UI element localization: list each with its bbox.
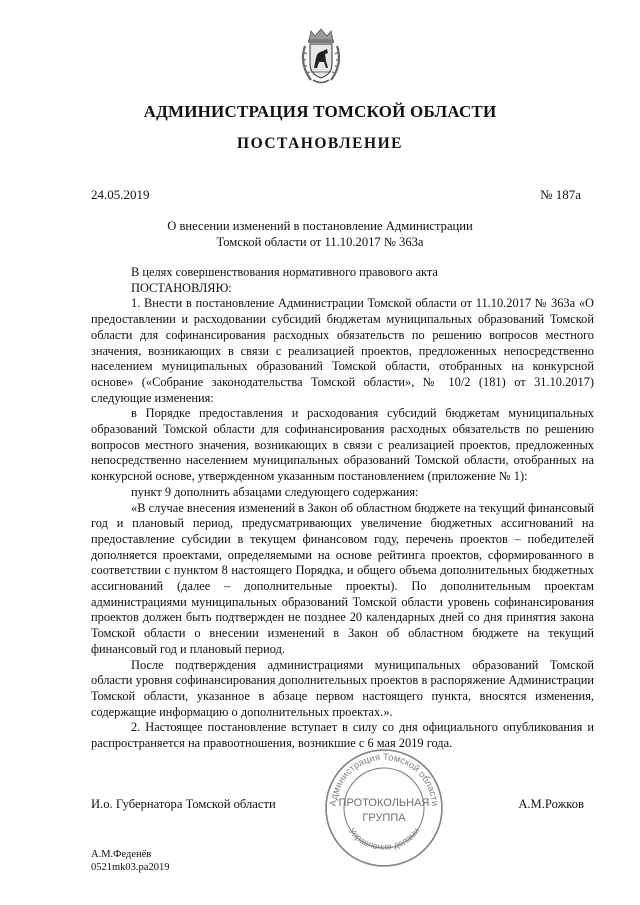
body-paragraph: После подтверждения администрациями муниципальных образований Томской области уровня софинансирования дополнительных проектов в распоряжение Администрации Томской области, указанное в абзаце первом настоящего пункта, вносятся изменения, содержащие информацию о дополнительных проектах.». — [91, 657, 594, 719]
protocol-group-stamp — [322, 746, 446, 870]
preamble: В целях совершенствования нормативного правового акта — [131, 265, 438, 279]
stamp-center-line: ПРОТОКОЛЬНАЯ — [338, 797, 430, 809]
stamp-bottom-text: Управление делами — [346, 825, 422, 852]
svg-text:Управление делами — [347, 826, 422, 852]
organization-title: АДМИНИСТРАЦИЯ ТОМСКОЙ ОБЛАСТИ — [143, 102, 497, 121]
signatory-role: И.о. Губернатора Томской области — [91, 797, 276, 811]
document-type: ПОСТАНОВЛЕНИЕ — [237, 135, 403, 152]
file-code: 0521mk03.pa2019 — [91, 862, 170, 873]
stamp-outer-text: Администрация Томской области — [327, 751, 441, 807]
body-paragraph: «В случае внесения изменений в Закон об областном бюджете на текущий финансовый год и плановый период, предусматривающих увеличение бюджетных ассигнований на предоставление субсидии в текущем финансовом году, перечень проектов – победителей дополняется проектами, определяемыми на основе рейтинга проектов, сформированного в соответствии с пунктом 8 настоящего Порядка, и общего объема дополнительных бюджетных ассигнований (далее – дополнительные проекты). По дополнительным проектам администрациями муниципальных образований Томской области уровень софинансирования проектов должен быть подтвержден не позднее 20 календарных дней со дня принятия закона Томской области о внесении изменений в Закон об областном бюджете на текущий финансовый год и плановый период. — [91, 500, 594, 656]
author-name: А.М.Феденёв — [91, 849, 152, 860]
tomsk-coat-of-arms-icon — [299, 28, 343, 86]
resolve-word: ПОСТАНОВЛЯЮ: — [131, 280, 232, 295]
document-footer — [91, 848, 169, 874]
document-subject — [0, 219, 640, 250]
document-number: № 187а — [540, 187, 581, 202]
document-date: 24.05.2019 — [91, 187, 150, 202]
body-paragraph: 2. Настоящее постановление вступает в силу со дня официального опубликования и распространяется на правоотношения, возникшие с 6 мая 2019 года. — [91, 720, 594, 751]
body-paragraph: в Порядке предоставления и расходования субсидий бюджетам муниципальных образований Томской области для софинансирования расходных обязательств по решению вопросов местного значения, возникающих в связи с реализацией проектов, предложенных непосредственно населением муниципальных образований Томской области, отобранных на конкурсной основе, утвержденном указанным постановлением (приложение № 1): — [91, 406, 594, 484]
body-paragraph: пункт 9 дополнить абзацами следующего содержания: — [131, 484, 419, 499]
subject-line: Томской области от 11.10.2017 № 363а — [216, 234, 424, 249]
body-paragraph: 1. Внести в постановление Администрации Томской области от 11.10.2017 № 363а «О предоставлении и расходовании субсидий бюджетам муниципальных образований Томской области для софинансирования расходных обязательств по решению вопросов местного значения, возникающих в связи с реализацией проектов, предложенных непосредственно населением муниципальных образований Томской области, отобранных на конкурсной основе» («Собрание законодательства Томской области», № 10/2 (181) от 31.10.2017) следующие изменения: — [91, 296, 594, 405]
signatory-name: А.М.Рожков — [518, 797, 584, 811]
document-body — [91, 265, 594, 752]
subject-line: О внесении изменений в постановление Администрации — [167, 219, 473, 233]
stamp-center-line: ГРУППА — [362, 812, 406, 824]
